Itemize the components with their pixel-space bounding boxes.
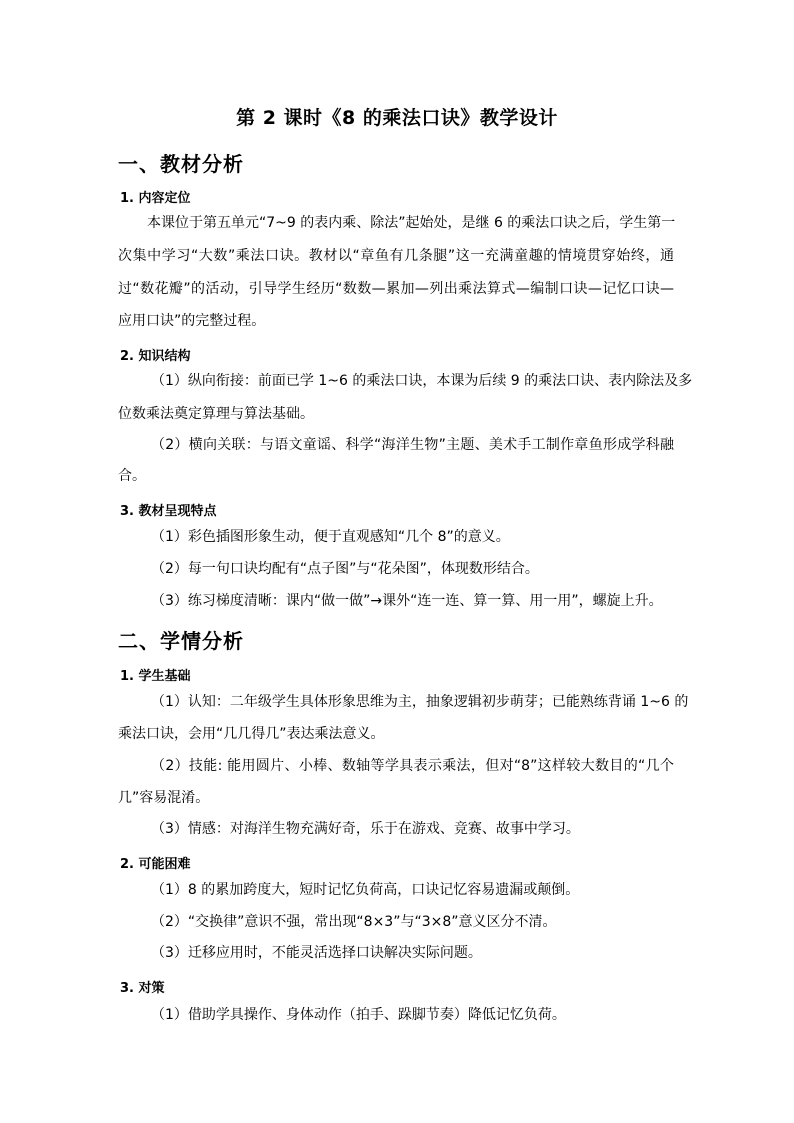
paragraph-line: 位数乘法奠定算理与算法基础。 — [118, 406, 314, 422]
paragraph-line: （1）借助学具操作、身体动作（拍手、跺脚节奏）降低记忆负荷。 — [151, 1007, 566, 1023]
subheading-content-positioning: 1. 内容定位 — [120, 191, 191, 206]
paragraph-line: （1）8 的累加跨度大，短时记忆负荷高，口诀记忆容易遗漏或颠倒。 — [151, 882, 580, 898]
paragraph-line: （2）“交换律”意识不强，常出现“8×3”与“3×8”意义区分不清。 — [151, 914, 557, 930]
paragraph-line: （2）横向关联：与语文童谣、科学“海洋生物”主题、美术手工制作章鱼形成学科融 — [151, 437, 674, 453]
document-title: 第 2 课时《8 的乘法口诀》教学设计 — [236, 107, 558, 129]
paragraph-line: （1）认知：二年级学生具体形象思维为主，抽象逻辑初步萌芽；已能熟练背诵 1~6 的 — [151, 694, 689, 710]
section-heading-learner-analysis: 二、学情分析 — [118, 629, 244, 653]
subheading-possible-difficulties: 2. 可能困难 — [120, 857, 191, 872]
subheading-knowledge-structure: 2. 知识结构 — [120, 349, 191, 364]
paragraph-line: 本课位于第五单元“7~9 的表内乘、除法”起始处，是继 6 的乘法口诀之后，学生第一 — [147, 215, 676, 231]
subheading-textbook-features: 3. 教材呈现特点 — [120, 504, 217, 519]
paragraph-line: （3）迁移应用时，不能灵活选择口诀解决实际问题。 — [151, 945, 482, 961]
paragraph-line: （2）技能: 能用圆片、小棒、数轴等学具表示乘法，但对“8”这样较大数目的“几个 — [151, 758, 674, 774]
paragraph-line: （2）每一句口诀均配有“点子图”与“花朵图”，体现数形结合。 — [151, 561, 539, 577]
subheading-countermeasures: 3. 对策 — [120, 981, 165, 996]
paragraph-line: 乘法口诀，会用“几几得几”表达乘法意义。 — [118, 726, 385, 742]
paragraph-line: （1）彩色插图形象生动，便于直观感知“几个 8”的意义。 — [151, 529, 510, 545]
paragraph-line: 过“数花瓣”的活动，引导学生经历“数数—累加—列出乘法算式—编制口诀—记忆口诀— — [118, 281, 674, 297]
paragraph-line: 次集中学习“大数”乘法口诀。教材以“章鱼有几条腿”这一充满童趣的情境贯穿始终，通 — [118, 248, 674, 264]
paragraph-line: 合。 — [118, 468, 146, 484]
paragraph-line: 应用口诀”的完整过程。 — [118, 313, 266, 329]
paragraph-line: 几”容易混淆。 — [118, 790, 210, 806]
paragraph-line: （1）纵向衔接：前面已学 1~6 的乘法口诀，本课为后续 9 的乘法口诀、表内除法及多 — [151, 373, 693, 389]
section-heading-textbook-analysis: 一、教材分析 — [118, 152, 244, 176]
paragraph-line: （3）练习梯度清晰：课内“做一做”→课外“连一连、算一算、用一用”，螺旋上升。 — [151, 593, 663, 609]
subheading-student-foundation: 1. 学生基础 — [120, 669, 191, 684]
paragraph-line: （3）情感：对海洋生物充满好奇，乐于在游戏、竞赛、故事中学习。 — [151, 821, 580, 837]
